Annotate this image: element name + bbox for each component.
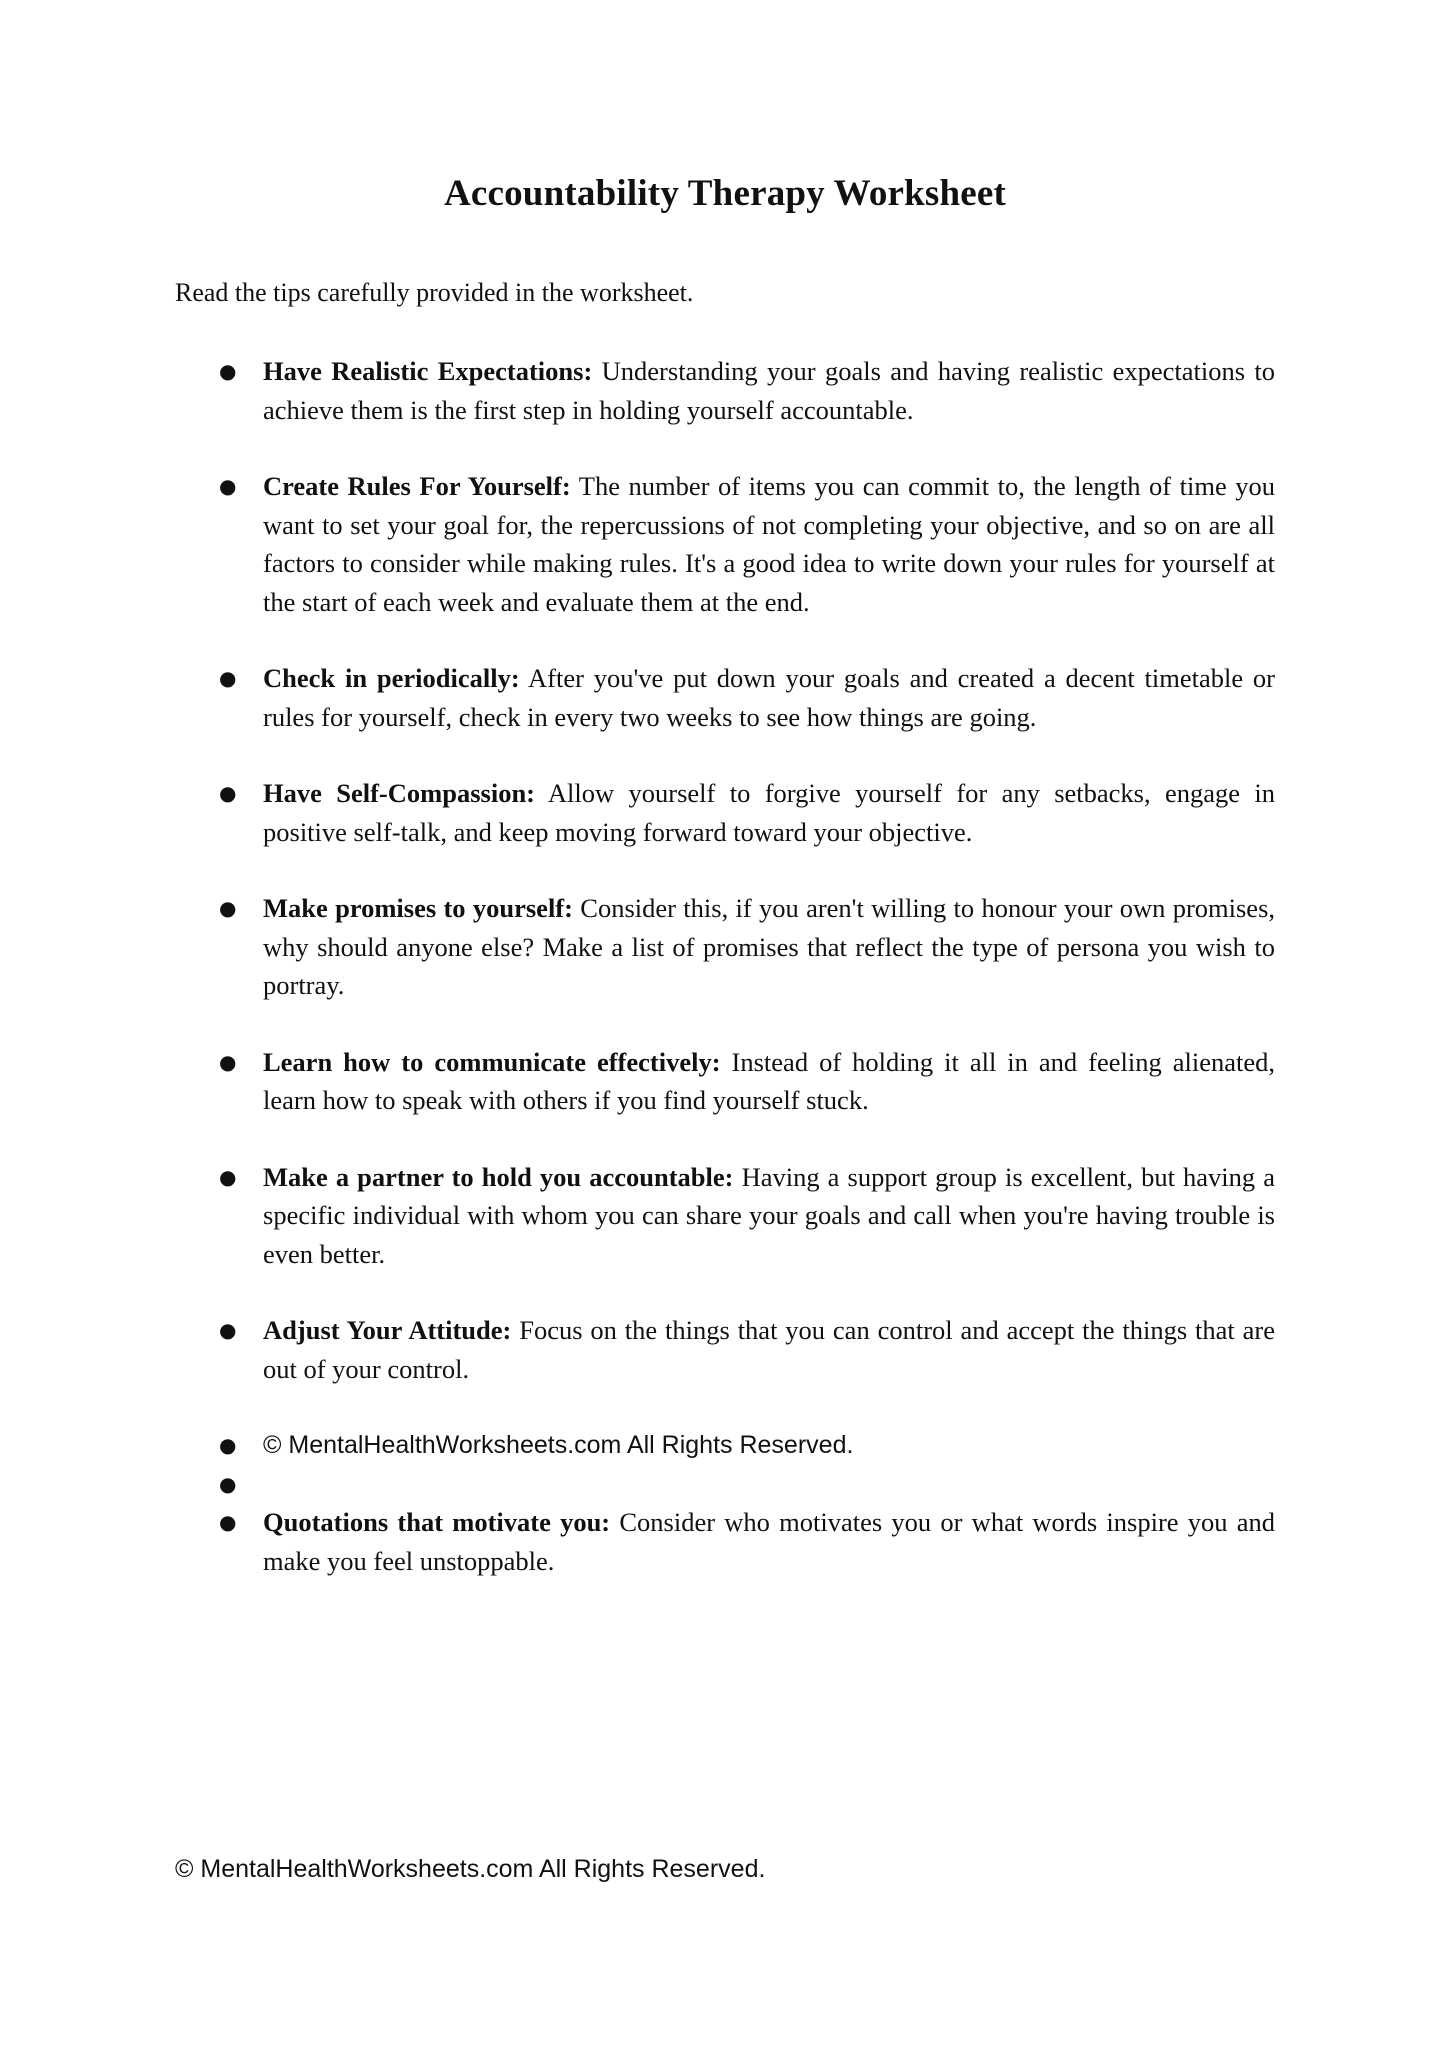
tip-text: Allow yourself to forgive yourself for any setbacks, engage in positive self-talk, and keep moving forward toward your objective.	[263, 778, 1275, 847]
list-item	[175, 1043, 1275, 1120]
bullet-icon: ●	[219, 781, 237, 805]
tip-heading: Check in periodically:	[263, 663, 520, 693]
footer-copyright: © MentalHealthWorksheets.com All Rights Reserved.	[175, 1855, 766, 1883]
tip-heading: Create Rules For Yourself:	[263, 471, 571, 501]
tip-text: The number of items you can commit to, the length of time you want to set your goal for, the repercussions of not completing your objective, and so on are all factors to consider while making rules. It's a good idea to write down your rules for yourself at the start of each week and evaluate them at the end.	[263, 471, 1276, 617]
tip-text: Instead of holding it all in and feeling alienated, learn how to speak with others if you find yourself stuck.	[263, 1046, 1276, 1115]
tip-text: Consider this, if you aren't willing to honour your own promises, why should anyone else? Make a list of promises that reflect the type of persona you wish to portray.	[263, 893, 1276, 1000]
tip-heading: Learn how to communicate effectively:	[263, 1046, 721, 1077]
tip-heading: Quotations that motivate you:	[263, 1507, 611, 1537]
tip-heading: Have Realistic Expectations:	[263, 356, 593, 386]
tip-text: After you've put down your goals and created a decent timetable or rules for yourself, check in every two weeks to see how things are going.	[263, 663, 1275, 732]
bullet-icon: ●	[219, 666, 237, 690]
tip-text: Consider who motivates you or what words inspire you and make you feel unstoppable.	[263, 1507, 1275, 1576]
tip-text: Focus on the things that you can control and accept the things that are out of your control.	[263, 1315, 1276, 1384]
tip-heading: Adjust Your Attitude:	[263, 1315, 512, 1345]
bullet-icon: ●	[219, 359, 237, 383]
tip-heading: Make a partner to hold you accountable:	[263, 1161, 734, 1192]
list-item	[175, 467, 1275, 621]
list-item	[175, 1158, 1275, 1274]
bullet-icon: ●	[219, 1164, 237, 1189]
bullet-icon: ●	[219, 896, 237, 920]
list-item	[175, 889, 1275, 1005]
list-item	[175, 1311, 1275, 1388]
inline-copyright-text: © MentalHealthWorksheets.com All Rights Reserved.	[263, 1431, 854, 1459]
list-item	[175, 774, 1275, 851]
tip-text: Having a support group is excellent, but having a specific individual with whom you can share your goals and call when you're having trouble is even better.	[263, 1161, 1275, 1269]
list-item	[175, 659, 1275, 736]
list-item	[175, 1503, 1275, 1580]
tip-text: Understanding your goals and having realistic expectations to achieve them is the first step in holding yourself accountable.	[263, 356, 1275, 425]
tips-list	[175, 352, 1275, 1618]
list-item	[175, 352, 1275, 429]
intro-text: Read the tips carefully provided in the worksheet.	[175, 278, 694, 307]
tip-heading: Make promises to yourself:	[263, 893, 573, 923]
bullet-icon: ●	[219, 1510, 237, 1534]
bullet-icon: ●	[219, 1433, 237, 1457]
bullet-icon: ●	[219, 1471, 237, 1496]
page-title: Accountability Therapy Worksheet	[443, 173, 1007, 214]
list-item-empty	[175, 1465, 1275, 1504]
bullet-icon: ●	[219, 474, 237, 498]
list-item-copyright	[175, 1426, 1275, 1465]
bullet-icon: ●	[219, 1318, 237, 1342]
bullet-icon: ●	[219, 1049, 237, 1074]
tip-heading: Have Self-Compassion:	[263, 778, 536, 808]
